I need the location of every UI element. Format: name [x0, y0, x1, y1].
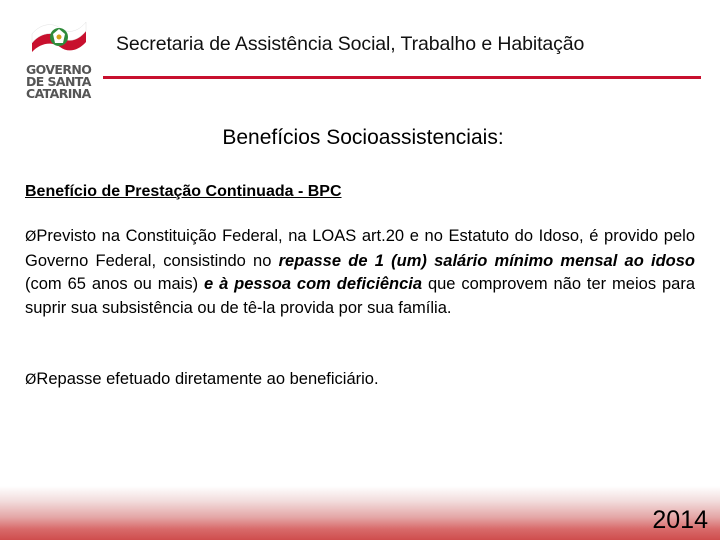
p1-text-d: e à pessoa com deficiência	[204, 275, 423, 293]
bullet-arrow-icon: Ø	[25, 372, 37, 388]
logo-wordmark	[26, 64, 100, 100]
logo-line-2: DE SANTA	[26, 74, 91, 89]
footer-year: 2014	[652, 506, 708, 534]
santa-catarina-flag-icon	[30, 18, 88, 60]
footer-gradient-band	[0, 486, 720, 540]
p1-text-a: Previsto na Constituição Federal, na LOAS art.20 e no Estatuto do Idoso, é provido pelo Governo Federal, consistindo no	[25, 227, 695, 270]
p1-text-b: repasse de 1 (um) salário mínimo mensal ao idoso	[278, 251, 695, 270]
subheading: Benefício de Prestação Continuada - BPC	[25, 183, 342, 200]
section-heading: Benefícios Socioassistenciais:	[222, 126, 504, 149]
logo-line-3: CATARINA	[26, 86, 91, 101]
bullet-paragraph-1	[25, 225, 695, 320]
header-divider	[103, 76, 701, 79]
bullet-paragraph-2	[25, 368, 695, 393]
logo-line-1: GOVERNO	[26, 62, 92, 77]
p1-text-c: (com 65 anos ou mais)	[25, 275, 204, 293]
governo-santa-catarina-logo	[22, 18, 100, 104]
bullet-arrow-icon: Ø	[25, 229, 37, 245]
p2-text: Repasse efetuado diretamente ao beneficiário.	[36, 370, 379, 388]
page-title: Secretaria de Assistência Social, Trabalho e Habitação	[116, 33, 585, 55]
p1-text-e: que comprovem não ter meios para suprir sua subsistência ou de tê-la provida por sua família.	[25, 275, 695, 317]
